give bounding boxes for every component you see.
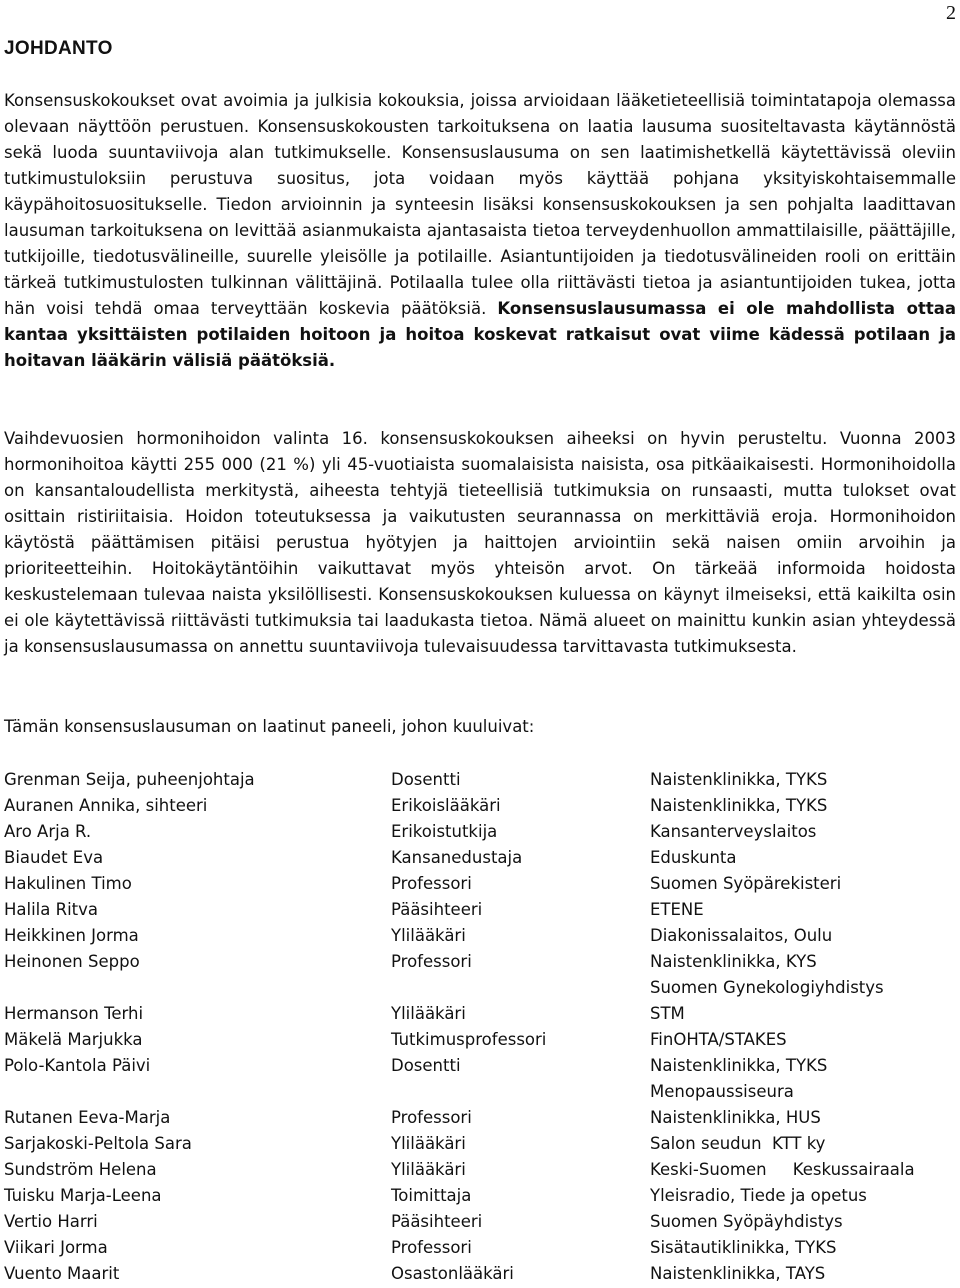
member-organization: FinOHTA/STAKES — [650, 1030, 787, 1049]
member-row — [4, 1053, 960, 1105]
member-row — [4, 1261, 960, 1287]
member-title: Professori — [391, 952, 472, 971]
member-name: Polo-Kantola Päivi — [4, 1056, 151, 1075]
member-name: Auranen Annika, sihteeri — [4, 796, 208, 815]
member-name: Hakulinen Timo — [4, 874, 132, 893]
member-title: Pääsihteeri — [391, 900, 483, 919]
member-title: Professori — [391, 1108, 472, 1127]
member-title: Ylilääkäri — [391, 1004, 466, 1023]
member-title: Professori — [391, 1238, 472, 1257]
member-title: Tutkimusprofessori — [391, 1030, 547, 1049]
section-heading: JOHDANTO — [4, 38, 113, 59]
panel-intro: Tämän konsensuslausuman on laatinut paneeli, johon kuuluivat: — [4, 717, 535, 736]
sentence: Konsensuskokousten tarkoituksena on laatia lausuma suositeltavasta käytännöstä sekä luoda suuntaviivoja alan tutkimukselle. — [4, 117, 956, 162]
member-name: Hermanson Terhi — [4, 1004, 144, 1023]
member-row — [4, 1105, 960, 1131]
member-row — [4, 1027, 960, 1053]
member-title: Osastonlääkäri — [391, 1264, 514, 1283]
member-row — [4, 845, 960, 871]
member-organization: Naistenklinikka, TAYS — [650, 1264, 826, 1283]
member-title: Erikoistutkija — [391, 822, 498, 841]
member-organization: ETENE — [650, 900, 704, 919]
member-organization: Yleisradio, Tiede ja opetus — [650, 1186, 867, 1205]
member-title: Professori — [391, 874, 472, 893]
member-organization: Keski-Suomen Keskussairaala — [650, 1160, 915, 1179]
member-row — [4, 871, 960, 897]
sentence: Asiantuntijoiden ja tiedotusvälineiden rooli on erittäin tärkeä tutkimustulosten tulkinnan välittäjinä. — [4, 247, 956, 292]
member-row — [4, 767, 960, 793]
member-title: Toimittaja — [391, 1186, 472, 1205]
sentence: Tiedon arvioinnin ja synteesin lisäksi konsensuskokouksen ja sen pohjalta laadittavan lausuman tarkoituksena on levittää asianmukaista ajantasaista tietoa terveydenhuollon ammattilaisille, päättäjille, tutkijoille, tiedotusvälineille, suurelle yleisölle ja potilaille. — [4, 195, 956, 266]
member-name: Sarjakoski-Peltola Sara — [4, 1134, 192, 1153]
member-organization: Kansanterveyslaitos — [650, 822, 817, 841]
member-name: Vertio Harri — [4, 1212, 98, 1231]
member-organization: Naistenklinikka, HUS — [650, 1108, 821, 1127]
member-organization: Naistenklinikka, TYKS — [650, 796, 828, 815]
member-name: Aro Arja R. — [4, 822, 92, 841]
bold-statement: Konsensuslausumassa ei ole mahdollista ottaa kantaa yksittäisten potilaiden hoitoon ja hoitoa koskevat ratkaisut ovat viime kädessä potilaan ja hoitavan lääkärin välisiä päätöksiä. — [4, 299, 956, 370]
member-name: Biaudet Eva — [4, 848, 104, 867]
member-organization: Diakonissalaitos, Oulu — [650, 926, 833, 945]
member-title: Dosentti — [391, 770, 461, 789]
sentence: Potilaalla tulee olla riittävästi tietoa ja asiantuntijoiden tukea, jotta hän voisi tehdä omaa terveyttään koskevia päätöksiä. — [4, 273, 957, 318]
member-name: Heikkinen Jorma — [4, 926, 139, 945]
member-organization: STM — [650, 1004, 685, 1023]
member-title: Ylilääkäri — [391, 1160, 466, 1179]
member-title: Ylilääkäri — [391, 926, 466, 945]
member-title: Kansanedustaja — [391, 848, 523, 867]
member-organization: Sisätautiklinikka, TYKS — [650, 1238, 837, 1257]
member-row — [4, 949, 960, 1001]
member-name: Grenman Seija, puheenjohtaja — [4, 770, 255, 789]
member-row — [4, 1001, 960, 1027]
member-title: Dosentti — [391, 1056, 461, 1075]
member-name: Rutanen Eeva-Marja — [4, 1108, 171, 1127]
member-title: Ylilääkäri — [391, 1134, 466, 1153]
member-organization: Suomen Syöpäyhdistys — [650, 1212, 843, 1231]
member-row — [4, 1235, 960, 1261]
member-name: Tuisku Marja-Leena — [4, 1186, 162, 1205]
member-row — [4, 1131, 960, 1157]
member-organization: Naistenklinikka, TYKS — [650, 770, 828, 789]
page-number: 2 — [946, 2, 956, 24]
member-name: Viikari Jorma — [4, 1238, 108, 1257]
member-title: Pääsihteeri — [391, 1212, 483, 1231]
member-name: Heinonen Seppo — [4, 952, 140, 971]
background-paragraph: Vaihdevuosien hormonihoidon valinta 16. konsensuskokouksen aiheeksi on hyvin perusteltu. Vuonna 2003 hormonihoitoa käytti 255 000 (21 %) yli 45-vuotiaista suomalaisista naisista, osa pitkäaikaisesti. Hormonihoidolla on kansantaloudellista merkitystä, aiheesta tehtyjä tieteellisiä tutkimuksia on runsaasti, mutta tulokset ovat osittain ristiriitaisia. Hoidon toteutuksessa ja vaikutusten seurannassa on merkittäviä eroja. Hormonihoidon käytöstä päättämisen pitäisi perustua hyötyjen ja haittojen arviointiin sekä naisen omiin arvoihin ja prioriteetteihin. Hoitokäytäntöihin vaikuttavat myös yhteisön arvot. On tärkeää informoida hoidosta keskustelemaan tulevaa naista yksilöllisesti. Konsensuskokouksen kuluessa on käynyt ilmeiseksi, että kaikilta osin ei ole käytettävissä riittävästi tutkimuksia tai laadukasta tietoa. Nämä alueet on mainittu kunkin asian yhteydessä ja konsensuslausumassa on annettu suuntaviivoja tulevaisuudessa tarvittavasta tutkimuksesta. — [4, 429, 956, 656]
member-row — [4, 1209, 960, 1235]
member-organization: Suomen Syöpärekisteri — [650, 874, 842, 893]
member-name: Mäkelä Marjukka — [4, 1030, 143, 1049]
intro-paragraph — [4, 88, 956, 374]
sentence: Konsensuslausuma on sen laatimishetkellä käytettävissä oleviin tutkimustuloksiin perustuva suositus, jota voidaan myös käyttää pohjana yksityiskohtaisemmalle käypähoitosuositukselle. — [4, 143, 956, 214]
member-organization: Naistenklinikka, KYS — [650, 952, 817, 971]
member-row — [4, 897, 960, 923]
member-title: Erikoislääkäri — [391, 796, 501, 815]
member-row — [4, 793, 960, 819]
member-organization: Eduskunta — [650, 848, 737, 867]
member-organization-secondary: Suomen Gynekologiyhdistys — [650, 978, 884, 997]
member-name: Halila Ritva — [4, 900, 99, 919]
sentence: Konsensuskokoukset ovat avoimia ja julkisia kokouksia, joissa arvioidaan lääketieteellisiä toimintatapoja olemassa olevaan näyttöön perustuen. — [4, 91, 956, 136]
member-row — [4, 819, 960, 845]
member-row — [4, 1183, 960, 1209]
member-organization: Salon seudun KTT ky — [650, 1134, 826, 1153]
member-organization: Naistenklinikka, TYKS — [650, 1056, 828, 1075]
member-row — [4, 1157, 960, 1183]
member-name: Sundström Helena — [4, 1160, 157, 1179]
member-row — [4, 923, 960, 949]
panel-member-list — [4, 767, 960, 1287]
member-name: Vuento Maarit — [4, 1264, 120, 1283]
member-organization-secondary: Menopaussiseura — [650, 1082, 794, 1101]
